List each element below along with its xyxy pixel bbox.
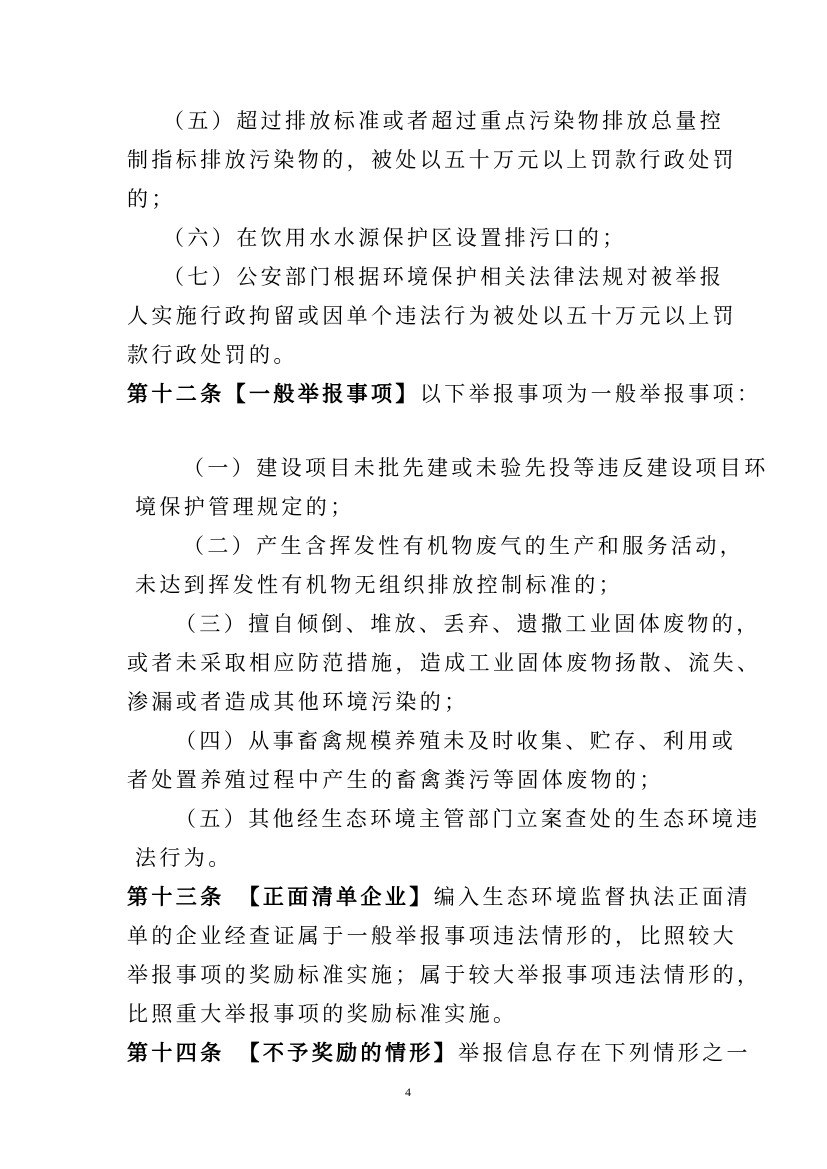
text-line: （六）在饮用水水源保护区设置排污口的； (163, 226, 627, 250)
text-line: （五）其他经生态环境主管部门立案查处的生态环境违 (175, 807, 761, 831)
text-line: 人实施行政拘留或因单个违法行为被处以五十万元以上罚 (127, 304, 737, 328)
text-line: 或者未采取相应防范措施，造成工业固体废物扬散、流失、 (127, 651, 762, 675)
article-12-heading: 第十二条【一般举报事项】 (127, 381, 420, 406)
article-14-heading: 第十四条 【不予奖励的情形】 (127, 1040, 459, 1065)
text-line: （四）从事畜禽规模养殖未及时收集、贮存、利用或 (175, 729, 737, 753)
page-number: 4 (405, 1085, 411, 1099)
text-line: 法行为。 (135, 846, 233, 870)
article-13-heading: 第十三条 【正面清单企业】 (127, 884, 434, 909)
text-line: 编入生态环境监督执法正面清 (433, 885, 751, 909)
text-line: 未达到挥发性有机物无组织排放控制标准的； (135, 573, 623, 597)
text-line: 渗漏或者造成其他环境污染的； (127, 690, 469, 714)
text-line: （一）建设项目未批先建或未验先投等违反建设项目环 (183, 456, 769, 480)
text-line: 的； (127, 187, 176, 211)
text-line: （五）超过排放标准或者超过重点污染物排放总量控 (163, 109, 725, 133)
text-line: （三）擅自倾倒、堆放、丢弃、遗撒工业固体废物的， (175, 612, 761, 636)
article-12-line (127, 381, 761, 407)
text-line: 单的企业经查证属于一般举报事项违法情形的，比照较大 (127, 924, 737, 948)
text-line: 制指标排放污染物的，被处以五十万元以上罚款行政处罚 (127, 148, 737, 172)
text-line: 以下举报事项为一般举报事项： (419, 382, 762, 406)
text-line: 比照重大举报事项的奖励标准实施。 (127, 1002, 518, 1026)
text-line: （二）产生含挥发性有机物废气的生产和服务活动， (183, 534, 745, 558)
text-line: 者处置养殖过程中产生的畜禽粪污等固体废物的； (127, 768, 664, 792)
article-14-line (127, 1040, 751, 1066)
text-line: 款行政处罚的。 (127, 343, 298, 367)
text-line: （七）公安部门根据环境保护相关法律法规对被举报 (163, 265, 725, 289)
text-line: 举报事项的奖励标准实施；属于较大举报事项违法情形的， (127, 963, 762, 987)
text-line: 举报信息存在下列情形之一 (458, 1041, 751, 1065)
article-13-line (127, 884, 751, 910)
text-line: 境保护管理规定的； (135, 495, 355, 519)
